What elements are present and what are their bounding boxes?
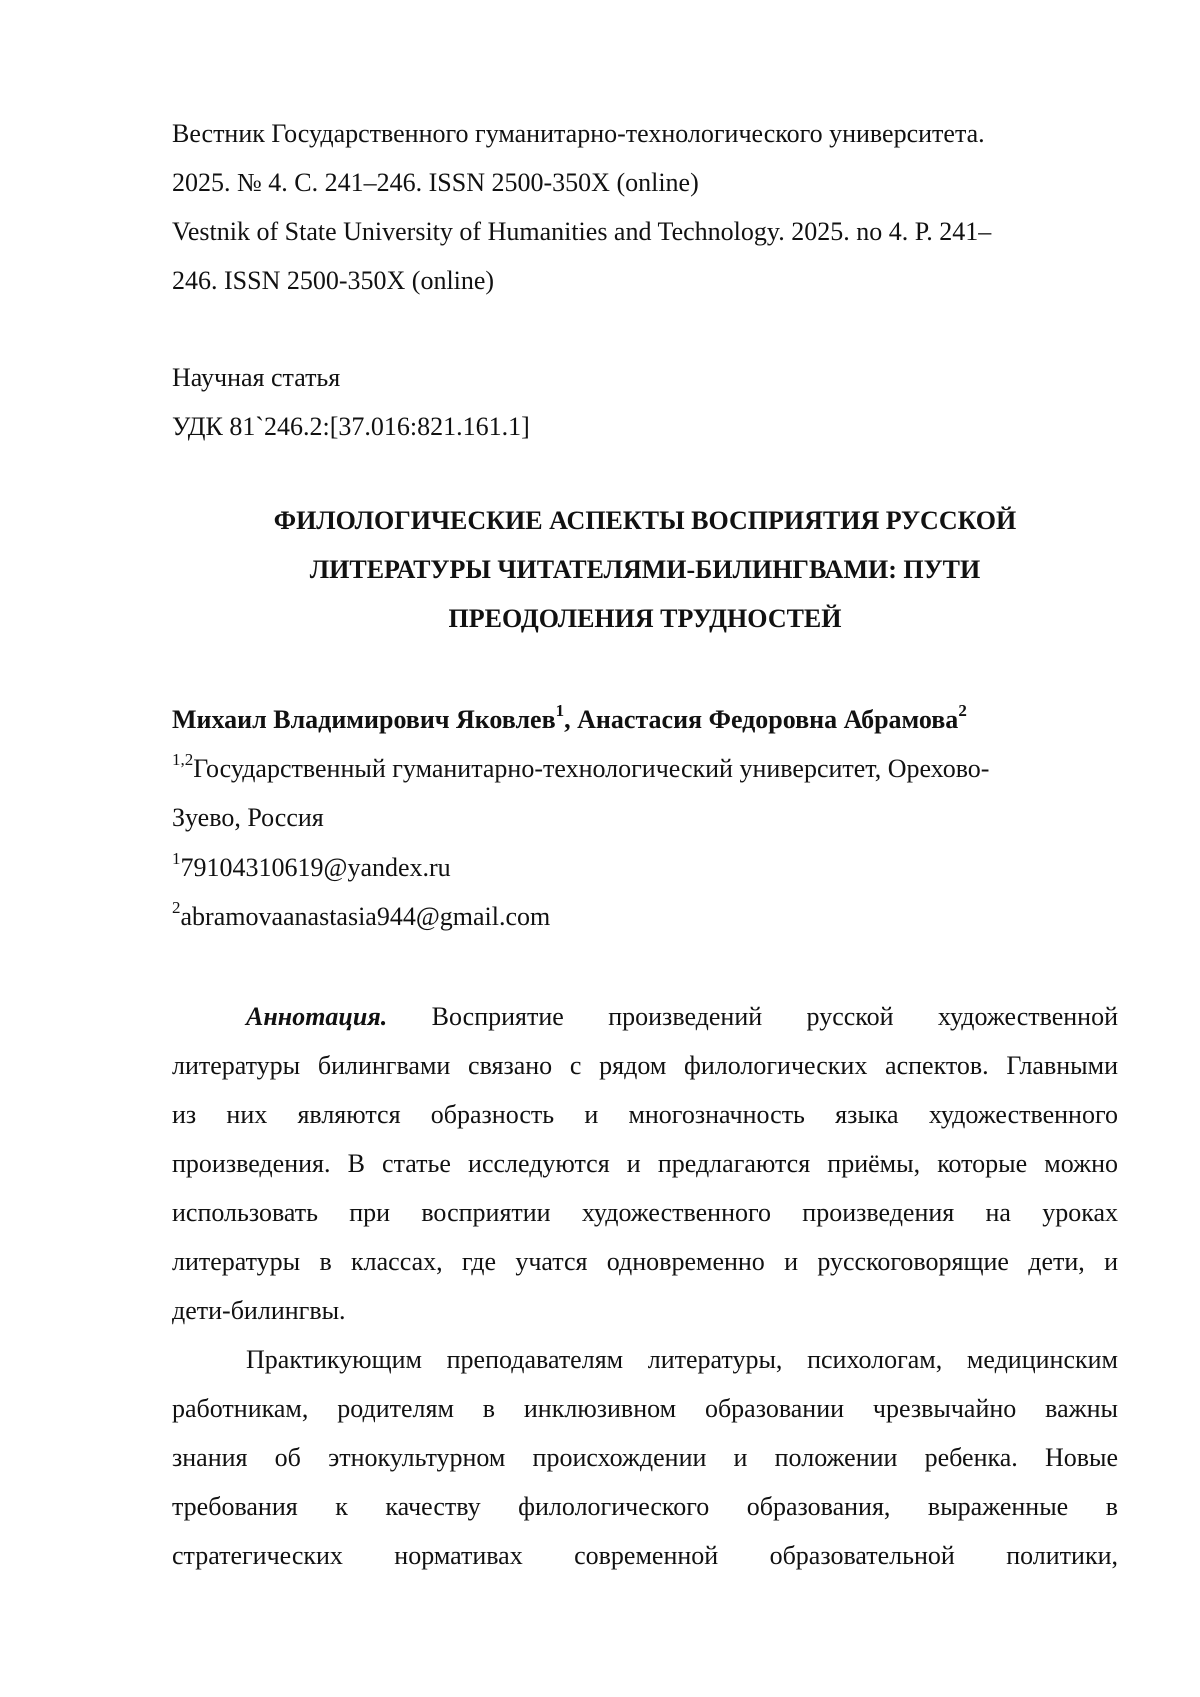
citation-line: Vestnik of State University of Humanities and Technology. 2025. no 4. P. 241– bbox=[172, 217, 992, 246]
paragraph-line: работникам, родителям в инклюзивном образовании чрезвычайно важны bbox=[172, 1394, 1118, 1423]
article-title bbox=[172, 496, 1118, 643]
body-text bbox=[172, 992, 1118, 1580]
paragraph-line: стратегических нормативах современной образовательной политики, bbox=[172, 1541, 1118, 1570]
title-line: ЛИТЕРАТУРЫ ЧИТАТЕЛЯМИ-БИЛИНГВАМИ: ПУТИ bbox=[309, 555, 981, 584]
email-sup: 1 bbox=[172, 849, 181, 869]
authors-line bbox=[172, 695, 1118, 744]
paragraph-line: знания об этнокультурном происхождении и положении ребенка. Новые bbox=[172, 1443, 1118, 1472]
body-paragraph bbox=[172, 1335, 1118, 1580]
affiliation-line: Зуево, Россия bbox=[172, 803, 324, 832]
citation-block bbox=[172, 109, 1118, 305]
abstract-line: произведения. В статье исследуются и предлагаются приёмы, которые можно bbox=[172, 1149, 1118, 1178]
article-meta bbox=[172, 353, 1118, 451]
abstract-line: литературы билингвами связано с рядом филологических аспектов. Главными bbox=[172, 1051, 1118, 1080]
title-line: ПРЕОДОЛЕНИЯ ТРУДНОСТЕЙ bbox=[448, 604, 842, 633]
citation-line: Вестник Государственного гуманитарно-технологического университета. bbox=[172, 119, 985, 148]
citation-line: 246. ISSN 2500-350X (online) bbox=[172, 266, 495, 295]
email-address: abramovaanastasia944@gmail.com bbox=[180, 902, 551, 931]
affiliation-line: Государственный гуманитарно-технологический университет, Орехово- bbox=[193, 754, 990, 783]
abstract-text: Восприятие произведений русской художественной bbox=[431, 1002, 1118, 1031]
author-sup: 2 bbox=[958, 701, 967, 721]
udc-code: УДК 81`246.2:[37.016:821.161.1] bbox=[172, 412, 530, 441]
title-line: ФИЛОЛОГИЧЕСКИЕ АСПЕКТЫ ВОСПРИЯТИЯ РУССКОЙ bbox=[273, 506, 1017, 535]
affiliation bbox=[172, 744, 1118, 842]
author-name: Михаил Владимирович Яковлев bbox=[172, 705, 556, 734]
article-type: Научная статья bbox=[172, 363, 341, 392]
author-separator: , bbox=[564, 705, 578, 734]
paragraph-line: Практикующим преподавателям литературы, психологам, медицинским bbox=[246, 1345, 1118, 1374]
abstract-line: использовать при восприятии художественного произведения на уроках bbox=[172, 1198, 1118, 1227]
abstract-paragraph bbox=[172, 992, 1118, 1335]
citation-line: 2025. № 4. С. 241–246. ISSN 2500-350X (online) bbox=[172, 168, 699, 197]
affiliation-sup: 1,2 bbox=[172, 750, 194, 770]
abstract-line: из них являются образность и многозначность языка художественного bbox=[172, 1100, 1118, 1129]
email-list bbox=[172, 843, 1118, 941]
email-address: 79104310619@yandex.ru bbox=[180, 853, 451, 882]
abstract-line: литературы в классах, где учатся одновременно и русскоговорящие дети, и bbox=[172, 1247, 1118, 1276]
author-name: Анастасия Федоровна Абрамова bbox=[577, 705, 959, 734]
paragraph-line: требования к качеству филологического образования, выраженные в bbox=[172, 1492, 1118, 1521]
abstract-label: Аннотация. bbox=[246, 1002, 388, 1031]
abstract-line: дети-билингвы. bbox=[172, 1296, 346, 1325]
author-sup: 1 bbox=[555, 701, 565, 721]
email-sup: 2 bbox=[172, 898, 181, 918]
